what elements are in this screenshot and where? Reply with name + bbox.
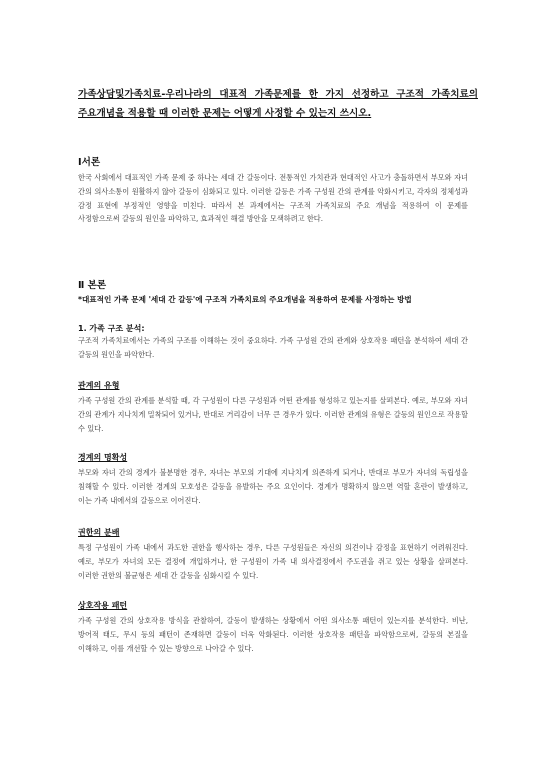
section-body-relationship: 가족 구성원 간의 관계를 분석할 때, 각 구성원이 다른 구성원과 어떤 관계를 형성하고 있는지를 살펴본다. 예로, 부모와 자녀 간의 관계가 지나치게 밀착되어 있거나, 반대로 거리감이 너무 큰 경우가 있다. 이러한 관계의 유형은 갈등의 원인으로 작용할 수 있다.	[78, 396, 468, 433]
section-body-boundary: 부모와 자녀 간의 경계가 불분명한 경우, 자녀는 부모의 기대에 지나치게 의존하게 되거나, 반대로 부모가 자녀의 독립성을 침해할 수 있다. 이러한 경계의 모호성은 갈등을 유발하는 주요 요인이다. 경계가 명확하지 않으면 역할 혼란이 발생하고, 이는 가족 내에서의 갈등으로 이어진다.	[78, 468, 468, 505]
section-title-relationship: 관계의 유형	[78, 381, 120, 390]
intro-heading: Ⅰ서론	[78, 157, 101, 168]
main-heading: Ⅱ 본론	[78, 280, 107, 291]
section-title-boundary: 경계의 명확성	[78, 453, 128, 462]
section-body-structure: 구조적 가족치료에서는 가족의 구조를 이해하는 것이 중요하다. 가족 구성원 간의 관계와 상호작용 패턴을 분석하여 세대 간 갈등의 원인을 파악한다.	[78, 336, 468, 359]
document-title: 가족상담및가족치료-우리나라의 대표적 가족문제를 한 가지 선정하고 구조적 가족치료의 주요개념을 적용할 때 이러한 문제는 어떻게 사정할 수 있는지 쓰시오.	[78, 89, 478, 119]
main-lead: *대표적인 가족 문제 '세대 간 갈등'에 구조적 가족치료의 주요개념을 적용하여 문제를 사정하는 방법	[78, 295, 412, 304]
section-title-structure: 1. 가족 구조 분석:	[78, 324, 145, 333]
section-body-interaction: 가족 구성원 간의 상호작용 방식을 관찰하여, 갈등이 발생하는 상황에서 어떤 의사소통 패턴이 있는지를 분석한다. 비난, 방어적 태도, 무시 등의 패턴이 존재하면 갈등이 더욱 악화된다. 이러한 상호작용 패턴을 파악함으로써, 갈등의 본질을 이해하고, 이를 개선할 수 있는 방향으로 나아갈 수 있다.	[78, 616, 468, 653]
section-body-power: 특정 구성원이 가족 내에서 과도한 권한을 행사하는 경우, 다른 구성원들은 자신의 의견이나 감정을 표현하기 어려워진다. 예로, 부모가 자녀의 모든 결정에 개입하거나, 한 구성원이 가족 내 의사결정에서 주도권을 쥐고 있는 상황을 살펴본다. 이러한 권한의 불균형은 세대 간 갈등을 심화시킬 수 있다.	[78, 543, 468, 580]
section-title-interaction: 상호작용 패턴	[78, 601, 128, 610]
section-title-power: 권한의 분배	[78, 528, 120, 537]
intro-paragraph: 한국 사회에서 대표적인 가족 문제 중 하나는 세대 간 갈등이다. 전통적인 가치관과 현대적인 사고가 충돌하면서 부모와 자녀 간의 의사소통이 원활하지 않아 갈등이 심화되고 있다. 이러한 갈등은 가족 구성원 간의 관계를 악화시키고, 각자의 정체성과 감정 표현에 부정적인 영향을 미친다. 따라서 본 과제에서는 구조적 가족치료의 주요 개념을 적용하여 이 문제를 사정함으로써 갈등의 원인을 파악하고, 효과적인 해결 방안을 모색하려고 한다.	[78, 173, 468, 224]
